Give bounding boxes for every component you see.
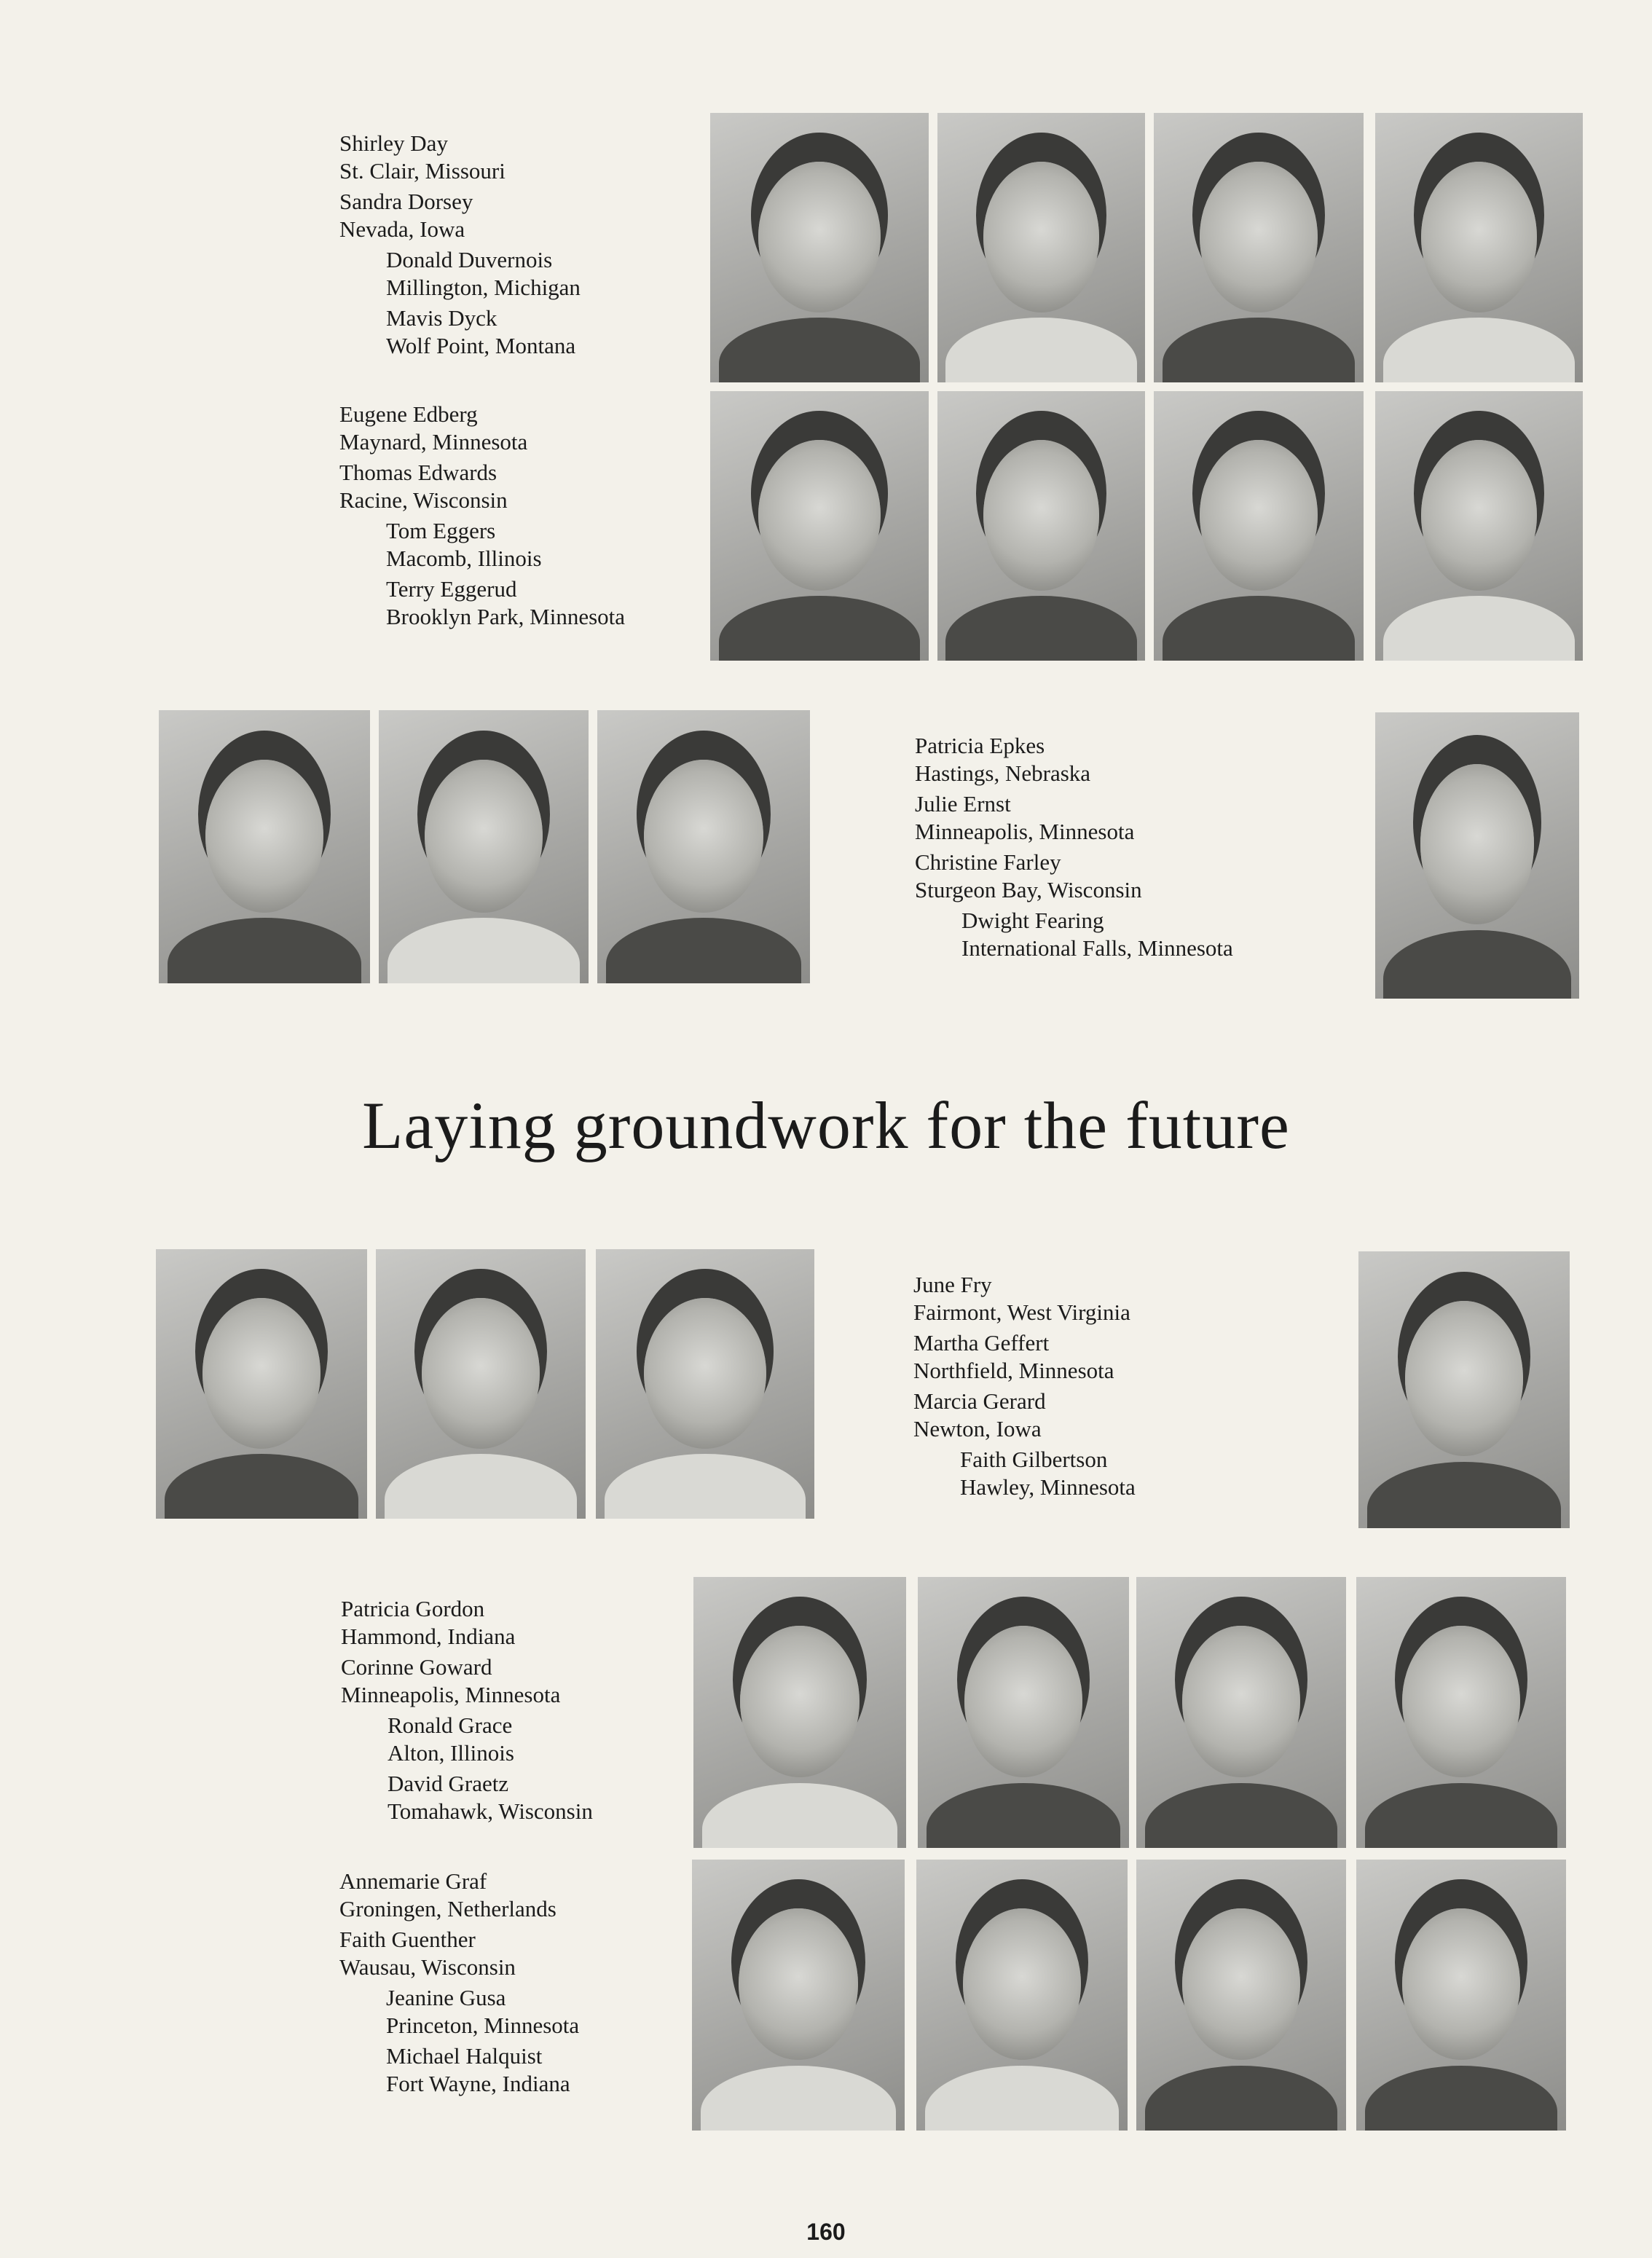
portrait-photo bbox=[376, 1249, 586, 1519]
portrait-photo bbox=[937, 391, 1145, 661]
student-entry bbox=[339, 2042, 579, 2098]
portrait-photo bbox=[1375, 113, 1583, 382]
portrait-photo bbox=[156, 1249, 367, 1519]
student-name: Jeanine Gusa bbox=[386, 1985, 506, 2010]
portrait-photo bbox=[597, 710, 810, 983]
student-hometown: International Falls, Minnesota bbox=[961, 935, 1233, 961]
student-name: Patricia Gordon bbox=[341, 1596, 485, 1621]
student-entry bbox=[339, 1984, 579, 2039]
student-entry bbox=[913, 1329, 1136, 1385]
portrait-photo bbox=[596, 1249, 814, 1519]
student-entry bbox=[341, 1653, 593, 1709]
portrait-photo bbox=[693, 1577, 906, 1848]
student-hometown: Northfield, Minnesota bbox=[913, 1358, 1114, 1383]
student-name: Christine Farley bbox=[915, 849, 1061, 875]
portrait-photo bbox=[1136, 1577, 1346, 1848]
student-name: Patricia Epkes bbox=[915, 733, 1045, 758]
portrait-photo bbox=[159, 710, 370, 983]
student-entry bbox=[913, 1446, 1136, 1501]
student-hometown: Groningen, Netherlands bbox=[339, 1896, 556, 1921]
student-entry bbox=[339, 459, 625, 514]
student-hometown: Millington, Michigan bbox=[386, 275, 581, 300]
student-name: Faith Guenther bbox=[339, 1927, 476, 1952]
student-name: Martha Geffert bbox=[913, 1330, 1050, 1356]
portrait-photo bbox=[710, 391, 929, 661]
student-entry bbox=[339, 246, 581, 302]
student-entry bbox=[339, 1926, 579, 1981]
student-hometown: Tomahawk, Wisconsin bbox=[388, 1798, 593, 1824]
student-hometown: Wolf Point, Montana bbox=[386, 333, 576, 358]
student-name: Donald Duvernois bbox=[386, 247, 553, 272]
portrait-photo bbox=[1358, 1251, 1570, 1528]
portrait-photo bbox=[710, 113, 929, 382]
student-entry bbox=[913, 1388, 1136, 1443]
student-name: Shirley Day bbox=[339, 130, 448, 156]
page-headline: Laying groundwork for the future bbox=[362, 1088, 1290, 1163]
portrait-photo bbox=[1375, 712, 1579, 999]
student-name: Thomas Edwards bbox=[339, 460, 497, 485]
student-name: Annemarie Graf bbox=[339, 1868, 487, 1894]
names-block-epkes bbox=[915, 732, 1233, 965]
names-block-day bbox=[339, 130, 581, 363]
student-name: Marcia Gerard bbox=[913, 1388, 1046, 1414]
student-hometown: Newton, Iowa bbox=[913, 1416, 1042, 1441]
portrait-photo bbox=[918, 1577, 1129, 1848]
student-entry bbox=[339, 575, 625, 631]
student-hometown: Brooklyn Park, Minnesota bbox=[386, 604, 626, 629]
portrait-photo bbox=[692, 1860, 905, 2131]
student-name: Dwight Fearing bbox=[961, 908, 1104, 933]
student-hometown: Nevada, Iowa bbox=[339, 216, 465, 242]
student-entry bbox=[913, 1271, 1136, 1326]
student-entry bbox=[915, 790, 1233, 846]
student-entry bbox=[339, 130, 581, 185]
student-entry bbox=[341, 1595, 593, 1651]
student-entry bbox=[341, 1712, 593, 1767]
student-entry bbox=[339, 1868, 579, 1923]
names-block-edberg bbox=[339, 401, 625, 634]
student-name: Faith Gilbertson bbox=[960, 1447, 1108, 1472]
student-entry bbox=[341, 1770, 593, 1825]
student-entry bbox=[339, 401, 625, 456]
names-block-fry bbox=[913, 1271, 1136, 1504]
names-block-gordon bbox=[341, 1595, 593, 1828]
student-name: Michael Halquist bbox=[386, 2043, 543, 2069]
student-hometown: Minneapolis, Minnesota bbox=[915, 819, 1135, 844]
student-hometown: St. Clair, Missouri bbox=[339, 158, 506, 184]
student-name: Corinne Goward bbox=[341, 1654, 492, 1680]
student-entry bbox=[915, 849, 1233, 904]
student-name: David Graetz bbox=[388, 1771, 509, 1796]
names-block-graf bbox=[339, 1868, 579, 2101]
portrait-photo bbox=[379, 710, 589, 983]
student-name: Ronald Grace bbox=[388, 1712, 513, 1738]
portrait-photo bbox=[1154, 113, 1364, 382]
student-entry bbox=[339, 188, 581, 243]
student-hometown: Fort Wayne, Indiana bbox=[386, 2071, 570, 2096]
student-name: Mavis Dyck bbox=[386, 305, 497, 331]
student-hometown: Minneapolis, Minnesota bbox=[341, 1682, 561, 1707]
portrait-photo bbox=[1356, 1577, 1566, 1848]
student-name: Terry Eggerud bbox=[386, 576, 517, 602]
student-name: Julie Ernst bbox=[915, 791, 1011, 817]
portrait-photo bbox=[1136, 1860, 1346, 2131]
student-hometown: Maynard, Minnesota bbox=[339, 429, 528, 455]
student-name: June Fry bbox=[913, 1272, 992, 1297]
portrait-photo bbox=[1154, 391, 1364, 661]
student-hometown: Racine, Wisconsin bbox=[339, 487, 508, 513]
student-hometown: Alton, Illinois bbox=[388, 1740, 514, 1766]
student-hometown: Hastings, Nebraska bbox=[915, 760, 1091, 786]
student-hometown: Wausau, Wisconsin bbox=[339, 1954, 516, 1980]
student-name: Sandra Dorsey bbox=[339, 189, 473, 214]
student-entry bbox=[915, 732, 1233, 787]
student-hometown: Princeton, Minnesota bbox=[386, 2013, 580, 2038]
student-entry bbox=[915, 907, 1233, 962]
portrait-photo bbox=[937, 113, 1145, 382]
portrait-photo bbox=[1356, 1860, 1566, 2131]
student-name: Tom Eggers bbox=[386, 518, 496, 543]
student-hometown: Hawley, Minnesota bbox=[960, 1474, 1136, 1500]
student-name: Eugene Edberg bbox=[339, 401, 478, 427]
student-entry bbox=[339, 304, 581, 360]
student-hometown: Macomb, Illinois bbox=[386, 546, 542, 571]
student-hometown: Fairmont, West Virginia bbox=[913, 1299, 1130, 1325]
portrait-photo bbox=[1375, 391, 1583, 661]
student-hometown: Hammond, Indiana bbox=[341, 1624, 516, 1649]
student-hometown: Sturgeon Bay, Wisconsin bbox=[915, 877, 1142, 902]
page-number: 160 bbox=[806, 2219, 846, 2245]
portrait-photo bbox=[916, 1860, 1128, 2131]
student-entry bbox=[339, 517, 625, 573]
